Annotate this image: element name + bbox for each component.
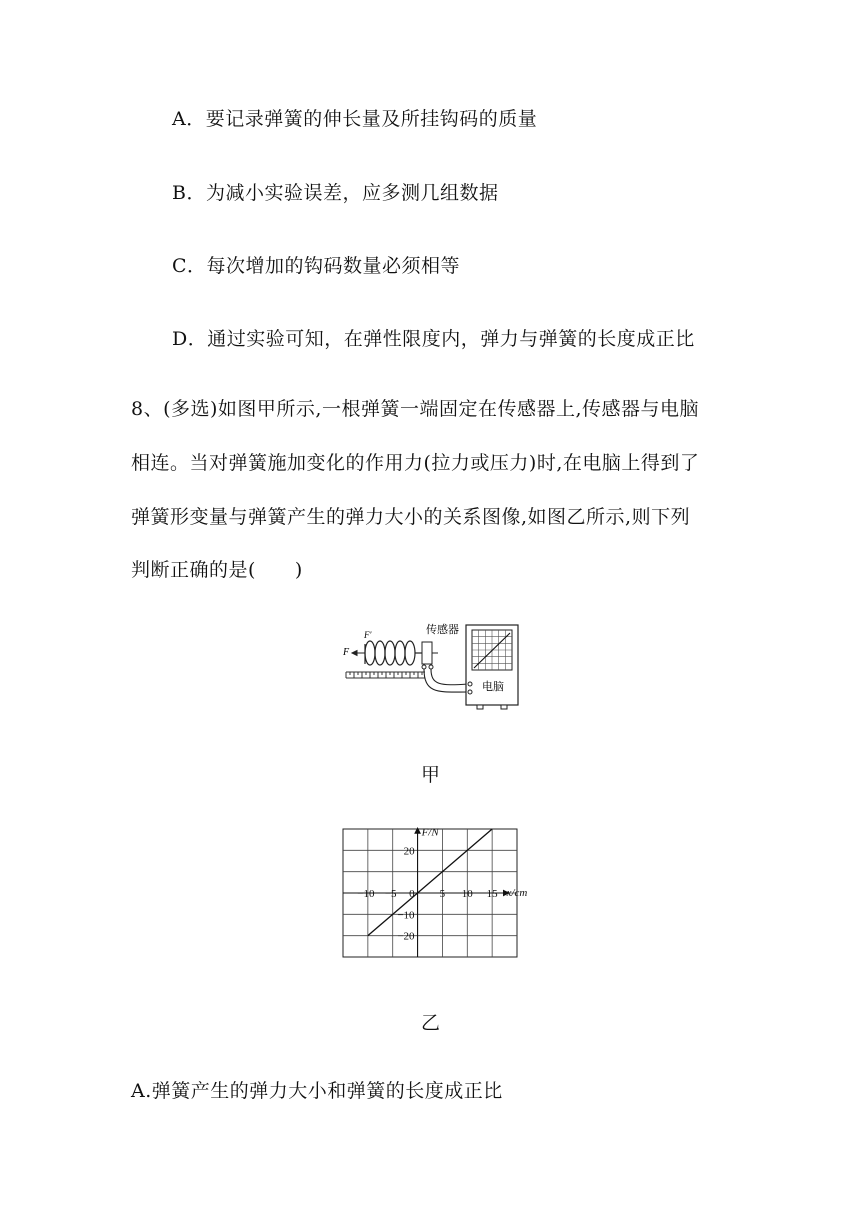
question-line-1: 8、(多选)如图甲所示,一根弹簧一端固定在传感器上,传感器与电脑 [131,398,699,420]
x-tick-label: −5 [384,888,397,900]
option-c: C．每次增加的钩码数量必须相等 [172,255,461,277]
x-tick-label: 15 [486,888,498,900]
figure-yi-caption: 乙 [421,1012,441,1034]
option-b: B．为减小实验误差，应多测几组数据 [172,182,499,204]
y-tick-label: 20 [403,845,415,858]
question-line-3: 弹簧形变量与弹簧产生的弹力大小的关系图像,如图乙所示,则下列 [131,506,691,528]
figure-yi-chart [342,826,528,958]
force-f-label: F [343,647,350,658]
sensor-label: 传感器 [426,624,459,636]
computer-label: 电脑 [482,681,504,693]
force-f-prime-label: F′ [364,630,372,640]
sensor-box [422,642,432,664]
answer-option-a: A.弹簧产生的弹力大小和弹簧的长度成正比 [131,1080,503,1102]
force-arrows [352,644,365,664]
option-a: A．要记录弹簧的伸长量及所挂钩码的质量 [172,108,538,130]
x-axis-label: x/cm [506,887,528,899]
x-tick-label: 5 [439,888,446,900]
ruler [346,672,425,678]
y-tick-label: 0 [409,888,415,900]
x-tick-label: −10 [357,888,375,900]
figure-jia-caption: 甲 [421,764,441,786]
spring [365,641,422,665]
y-tick-label: −20 [397,930,415,943]
option-d: D．通过实验可知，在弹性限度内，弹力与弹簧的长度成正比 [172,328,695,350]
y-tick-label: −10 [397,909,415,922]
figure-jia [340,620,525,715]
question-line-4: 判断正确的是( ) [131,559,303,581]
y-axis-label: F/N [421,826,439,839]
x-tick-label: 10 [461,888,473,900]
question-line-2: 相连。当对弹簧施加变化的作用力(拉力或压力)时,在电脑上得到了 [131,452,700,474]
